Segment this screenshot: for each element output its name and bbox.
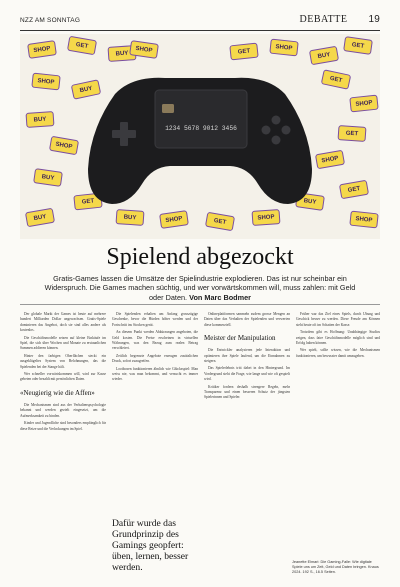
shop-tile: GET <box>229 43 258 61</box>
shop-tile: BUY <box>33 168 63 187</box>
shop-tile: SHOP <box>159 210 189 229</box>
shop-tile: GET <box>343 36 373 55</box>
shop-tile: SHOP <box>349 95 378 113</box>
shop-tile: SHOP <box>269 39 298 57</box>
author-byline: Von Marc Bodmer <box>189 292 252 302</box>
shop-tile: BUY <box>25 208 55 228</box>
header-right <box>300 14 380 25</box>
body-column-4: Früher war das Ziel eines Spiels, durch Übung und Geschick besser zu werden. Diese Freude am Können steht heute oft im Schatten der Kasse. Trotzdem gibt es Hoffnung: Unabhängige Studios zeigen, dass faire Geschäftsmodelle möglich sind und Erfolg haben können. Wer spielt, sollte wissen, wie die Mechanismen funktionieren, um bewusster damit umzugehen. <box>296 312 380 358</box>
shop-tile: SHOP <box>49 136 79 156</box>
card-number: 1234 5678 9012 3456 <box>165 125 237 132</box>
publication-name: NZZ AM SONNTAG <box>20 17 81 24</box>
shop-tile: GET <box>73 193 102 211</box>
article-title: Spielend abgezockt <box>106 244 294 270</box>
subheading-1: «Neugierig wie die Affen» <box>20 388 95 397</box>
shop-tile: SHOP <box>252 209 281 226</box>
shop-tile: SHOP <box>129 40 159 59</box>
shop-tile: GET <box>321 69 352 89</box>
shop-tile: BUY <box>108 45 137 62</box>
subheading-2: Meister der Manipulation <box>204 334 276 343</box>
credit-card <box>155 90 247 148</box>
dek-text: Gratis-Games lassen die Umsätze der Spielindustrie explodieren. Das ist nur scheinbar ein Widerspruch. Die Games machen süchtig, und wer vorwärtskommen will, muss zahlen: mit Geld oder Daten. <box>44 274 356 302</box>
book-caption: Jeanette Elmari: Die Gaming-Falle: Wie digitale Spiele uns um Zeit, Geld und Daten bringen. Knaus 2024. 192 S., 16.5 Seiten. <box>292 560 379 574</box>
shop-tile: GET <box>205 212 235 232</box>
shop-tile: BUY <box>309 46 339 66</box>
shop-tile: BUY <box>116 209 145 226</box>
header-rule <box>20 30 380 31</box>
shop-tile: SHOP <box>349 211 378 229</box>
shop-tile: GET <box>339 180 369 200</box>
page-number: 19 <box>368 14 380 25</box>
body-column-1: Der globale Markt der Games ist heute auf mehrere hundert Milliarden Dollar angewachsen. Gratis-Spiele dominieren das Angebot, doch sie sind alles andere als kostenlos. Die Geschäftsmodelle setzen auf kleine Einkäufe im Spiel, die sich über Wochen und Monate zu erstaunlichen Summen addieren können. Hinter den farbigen Oberflächen steckt ein ausgeklügeltes System von Belohnungen, das die Spielenden bei der Stange hält. Wer schneller vorwärtskommen will, wird zur Kasse gebeten oder bezahlt mit persönlichen Daten. «Neugierig wie die Affen» Die Mechanismen sind aus der Verhaltenspsychologie bekannt und werden gezielt eingesetzt, um die Aufmerksamkeit zu binden. Kinder und Jugendliche sind besonders empfänglich für diese Reize und die Verlockungen im Spiel. <box>20 312 106 431</box>
shop-tile: GET <box>338 125 367 142</box>
shop-tile: BUY <box>295 192 325 211</box>
illustration <box>20 34 380 239</box>
body-column-3: Onlineplattformen sammeln zudem grosse Mengen an Daten über das Verhalten der Spielenden und verwerten diese kommerziell. Meister der Manipulation Die Entwickler analysieren jede Interaktion und optimieren ihre Spiele laufend, um die Einnahmen zu steigern. Das Spielerlebnis tritt dabei in den Hintergrund. Im Vordergrund steht die Frage, wie lange und wie oft gespielt wird. Kritiker fordern deshalb strengere Regeln, mehr Transparenz und einen besseren Schutz der jüngsten Spielerinnen und Spieler. <box>204 312 290 400</box>
shop-tile: SHOP <box>315 150 345 170</box>
card-chip <box>162 104 174 113</box>
page-header <box>20 14 380 28</box>
body-column-2: Die Spielenden erhalten am Anfang grosszügige Geschenke, bevor die Hürden höher werden und der Fortschritt ins Stocken gerät. An diesem Punkt werden Abkürzungen angeboten, die Geld kosten. Die Preise erscheinen in virtuellen Währungen, was den Bezug zum realen Betrag verschleiert. Zeitlich begrenzte Angebote erzeugen zusätzlichen Druck, sofort zuzugreifen. Lootboxen funktionieren ähnlich wie Glücksspiel: Man weiss nie, was man bekommt, und versucht es immer wieder. <box>112 312 198 382</box>
section-name: DEBATTE <box>299 14 348 25</box>
pull-quote: Dafür wurde das Grundprinzip des Gamings geopfert: üben, lernen, besser werden. <box>112 518 189 573</box>
article-dek <box>40 274 360 302</box>
game-controller-illustration <box>20 34 380 239</box>
shop-tile: GET <box>67 36 97 56</box>
dek-rule <box>20 304 380 305</box>
shop-tile: SHOP <box>31 73 60 91</box>
shop-tile: SHOP <box>27 40 57 59</box>
shop-tile: BUY <box>71 79 102 99</box>
shop-tile: BUY <box>26 111 55 128</box>
